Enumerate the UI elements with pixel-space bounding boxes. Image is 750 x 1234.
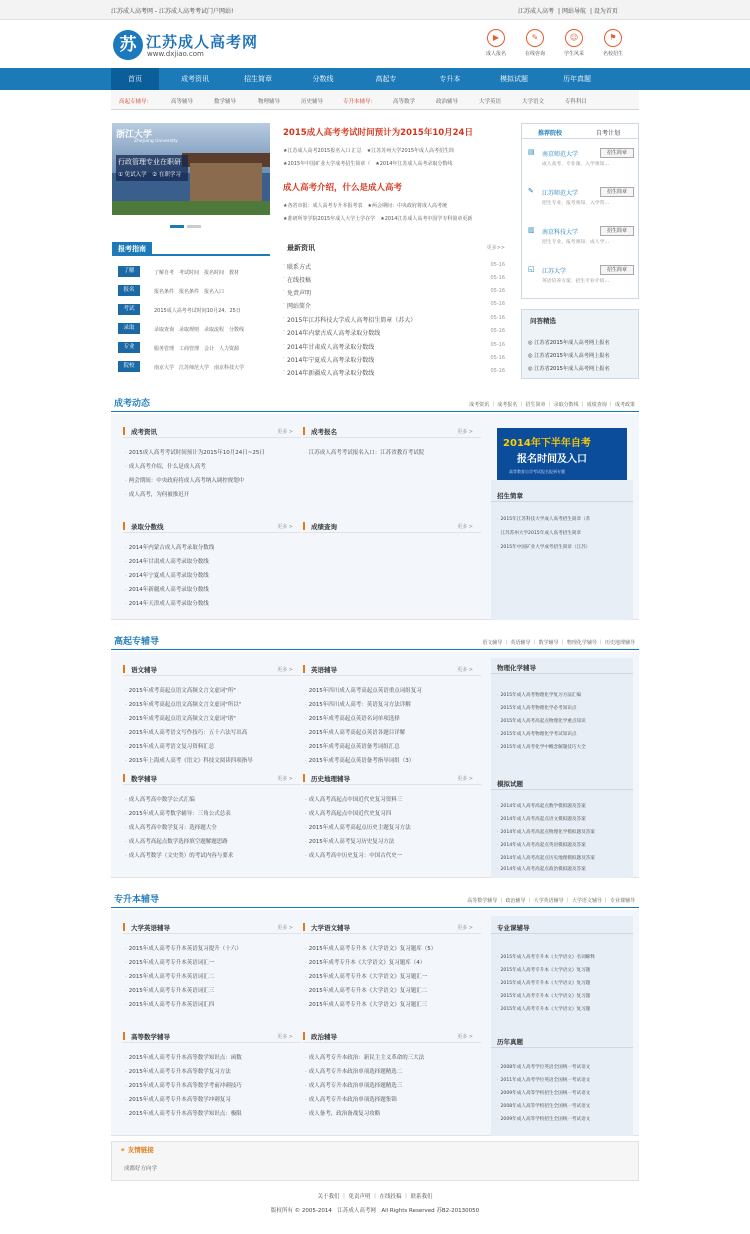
flag-icon: ⚑ xyxy=(604,29,622,47)
section-chengkao-dongtai xyxy=(111,396,639,412)
document-icon: ▤ xyxy=(528,148,535,156)
nav-gaoqizhuan[interactable]: 高起专 xyxy=(375,75,397,83)
school-brochure-button[interactable]: 招生简章 xyxy=(600,187,634,197)
top-bar-welcome: 江苏成人高考网 - 江苏成人高考考试门户网站! xyxy=(111,8,234,15)
banner-line1: 行政管理专业在职研 xyxy=(118,158,181,166)
friend-link[interactable]: 成都好方向学 xyxy=(124,1166,158,1172)
list-item[interactable]: · 2014年甘肃成人高考录取分数线 05-16 xyxy=(283,342,505,351)
list-item[interactable]: · 2015年成人高考物理化学必考知识点 xyxy=(497,706,577,711)
list-item[interactable]: · 成人高考专升本政治单项选择题集锦 xyxy=(305,1097,397,1103)
list-item[interactable]: · 2015年成人高考物理化学考试知识点 xyxy=(497,732,577,737)
section-title: 成考动态 xyxy=(114,399,151,409)
list-item[interactable]: · 2015年上海成人高考《语文》科技文阅读四项指导 xyxy=(125,758,253,764)
list-item[interactable]: · 2015年成人高考专升本高等数学考前冲刺技巧 xyxy=(125,1083,242,1089)
user-icon: ☺ xyxy=(565,29,583,47)
header-icon-schools[interactable]: ⚑ 名校招生 xyxy=(598,29,628,57)
friend-links xyxy=(111,1141,639,1181)
list-item[interactable]: · 2015年成人高考专升本高等数学知识点：极限 xyxy=(125,1111,242,1117)
banner-dot-1[interactable] xyxy=(170,225,184,228)
top-bar xyxy=(0,0,750,20)
section-title: 专升本辅导 xyxy=(114,895,160,905)
list-item[interactable]: · 2014年内蒙古成人高考录取分数线 xyxy=(125,545,215,551)
list-item[interactable]: · 2014年成人高考高起点数学模拟题及答案 xyxy=(497,804,586,809)
list-item[interactable]: · 成人高考专升本政治单项选择题精选二 xyxy=(305,1069,403,1075)
list-item[interactable]: · 2015年四川成人高考：英语复习方法详解 xyxy=(305,702,411,708)
list-item[interactable]: · 2014年天津成人高考录取分数线 xyxy=(125,601,209,607)
list-item[interactable]: · 2014年甘肃成人高考录取分数线 xyxy=(125,559,209,565)
list-item[interactable]: · 2014年内蒙古成人高考录取分数线 05-16 xyxy=(283,328,505,337)
list-item[interactable]: · 网站简介 05-16 xyxy=(283,301,505,310)
list-item[interactable]: · 成人高考高中数学复习：选择题大全 xyxy=(125,825,217,831)
news-title: 最新资讯 xyxy=(287,244,315,252)
tab-recommended[interactable]: 推荐院校 xyxy=(538,130,563,137)
top-link-sitemap[interactable]: 网站导航 xyxy=(561,8,586,15)
list-item[interactable]: · 2015年成人高考语文复习资料汇总 xyxy=(125,744,215,750)
list-item[interactable]: · 成人高考高中数学公式汇编 xyxy=(125,797,195,803)
list-item[interactable]: · 2014年成人高考高起点物理化学模拟题及答案 xyxy=(497,830,595,835)
header-icon-students[interactable]: ☺ 学生风采 xyxy=(559,29,589,57)
banner-line2: ① 免试入学 ② 在职学习 xyxy=(118,172,181,178)
more-link[interactable]: 更多 > xyxy=(277,925,293,931)
recommended-schools: 推荐院校 自考计划 ▤ 南京师范大学 招生简章 成人高考、专业课、入学须知… ✎ 江苏师范大学 招生简章 招生专业、报考须知、入学常… ▥ 南京科技大学 招生简章 招生专业、报考须知、成人学… ◱ 江苏大学 招生简章 英语培养方案、招生专业介绍… xyxy=(521,123,639,299)
guide-row: 了解 了解自考 考试时间 报名时间 教材 xyxy=(118,266,268,278)
list-item[interactable]: · 成人高考专升本政治单项选择题精选三 xyxy=(305,1083,403,1089)
list-item[interactable]: · 2015年成人高考专升本《大学语文》复习题 xyxy=(497,981,591,986)
list-item[interactable]: · 在线投稿 05-16 xyxy=(283,275,505,284)
nav-past-exams[interactable]: 历年真题 xyxy=(563,75,591,83)
tab-plan[interactable]: 自考计划 xyxy=(596,130,621,137)
list-item[interactable]: · 2015年成人高考专升本《大学语文》复习题汇二 xyxy=(305,988,428,994)
list-item[interactable]: · 2014年宁夏成人高考录取分数线 xyxy=(125,573,209,579)
pencil-icon: ✎ xyxy=(526,29,544,47)
list-item[interactable]: · 2015年成考高起点语文高频文言文虚词"诸" xyxy=(125,716,236,722)
headline-2-sub2[interactable]: ★准研所等学院2015年成人大学土学在学 ★2014江苏成人高考中国学专科简章更新 xyxy=(283,216,473,222)
exam-guide xyxy=(112,242,270,378)
list-item[interactable]: · 成人高考高中历史复习：中国古代史一 xyxy=(305,853,403,859)
footer-contact[interactable]: 联系我们 xyxy=(410,1194,433,1200)
list-item[interactable]: · 2015年成人高考专升本《大学语文》复习题 xyxy=(497,968,591,973)
list-item[interactable]: · 2015年成人高考专升本《大学语文》复习题汇三 xyxy=(305,1002,428,1008)
column-major-past: 专业课辅导 · 2015年成人高考专升本《大学语文》名词解释 · 2015年成人高考专升本《大学语文》复习题 · 2015年成人高考专升本《大学语文》复习题 · 2015年成人高考专升本《大学语文》复习题 · 2015年成人高考专升本《大学语文》复习题 历年真题 · 2008年成人高考学位英语全国统一考试语文 · 2011年成人高考学位英语全国统一考试语文 · 2009年成人高等学校招生全国统一考试语文 · 2008年成人高等学校招生全国统一考试语文 · 2009年成人高等学校招生全国统一考试语文 xyxy=(491,916,633,1136)
logo-name: 江苏成人高考网 xyxy=(146,33,259,51)
list-item[interactable]: · 2015年成人高考数学辅导：三角公式总表 xyxy=(125,811,231,817)
list-item[interactable]: · 2014年宁夏成人高考录取分数线 05-16 xyxy=(283,355,505,364)
list-item[interactable]: · 2014年成人高考高起点语文模拟题及答案 xyxy=(497,817,586,822)
list-item[interactable]: · 两会期间：中央政府将成人高考纳入调控规划中 xyxy=(125,478,245,484)
guide-row: 院校 南京大学 江苏师范大学 南京科技大学 xyxy=(118,361,268,373)
list-item[interactable]: · 2009年成人高等学校招生全国统一考试语文 xyxy=(497,1117,591,1122)
list-item[interactable]: · 2015年成人高考专升本英语词汇一 xyxy=(125,960,215,966)
list-item[interactable]: · 2015年成人高考复习历史复习方法 xyxy=(305,839,395,845)
nav-mock-exams[interactable]: 模拟试题 xyxy=(500,75,528,83)
section-links[interactable]: 高等数学辅导 ｜ 政治辅导 ｜ 大学英语辅导 ｜ 大学语文辅导 ｜ 专业课辅导 xyxy=(467,898,635,904)
list-item[interactable]: · 2015年成考高起点语文高频文言文虚词"所" xyxy=(125,688,236,694)
list-item[interactable]: · 2015年成人高考专升本英语复习提升（十六） xyxy=(125,946,242,952)
section-gaoqizhuan xyxy=(111,634,639,650)
link-icon: ⚭ xyxy=(120,1146,128,1154)
list-item[interactable]: · 联系方式 05-16 xyxy=(283,262,505,271)
list-item[interactable]: · 2015年成人高考高起点英语各题目详解 xyxy=(305,730,406,736)
nav-enroll[interactable]: 招生简章 xyxy=(244,75,272,83)
latest-news xyxy=(283,242,505,380)
more-link[interactable]: 更多 > xyxy=(457,776,473,782)
list-item[interactable]: · 江苏苏州大学2015年成人高考招生简章 xyxy=(497,531,582,536)
list-item[interactable]: · 2014年成人高考高起点历史地理模拟题及答案 xyxy=(497,856,595,861)
guide-row: 报名 报名条件 报名条件 报名入口 xyxy=(118,285,268,297)
list-item[interactable]: · 2015年成人高考专升本《大学语文》复习题库（5） xyxy=(305,946,437,952)
section-zhuanshengben xyxy=(111,892,639,908)
list-item[interactable]: · 2015成人高考考试时间预计为2015年10月24日~25日 xyxy=(125,450,265,456)
school-brochure-button[interactable]: 招生简章 xyxy=(600,226,634,236)
nav-home[interactable]: 首页 xyxy=(111,68,159,90)
list-item[interactable]: · 成人高考高起点中国近代史复习资料三 xyxy=(305,797,403,803)
section-box: 成考资讯 更多 > · 2015成人高考考试时间预计为2015年10月24日~25日 · 成人高考介绍，什么是成人高考 · 两会期间：中央政府将成人高考纳入调控规划中 · 成人高考，为何被推迟开 成考报名 更多 > · 江苏成人高考考试报名入口：江苏省教育考试院 录取分数线 更多 > · 2014年内蒙古成人高考录取分数线 · 2014年甘肃成人高考录取分数线 · 2014年宁夏成人高考录取分数线 · 2014年新疆成人高考录取分数线 · 2014年天津成人高考录取分数线 成绩查询 更多 > 招生简章 · 2015年江苏科技大学成人高考招生简章（苏 · 江苏苏州大学2015年成人高考招生简章 · 2015年中国矿业大学成考招生简章（江苏） xyxy=(111,414,639,620)
section-box: 大学英语辅导 更多 > · 2015年成人高考专升本英语复习提升（十六） · 2015年成人高考专升本英语词汇一 · 2015年成人高考专升本英语词汇二 · 2015年成人高考专升本英语词汇三 · 2015年成人高考专升本英语词汇四 大学语文辅导 更多 > · 2015年成人高考专升本《大学语文》复习题库（5） · 2015年成考专升本《大学语文》复习题库（4） · 2015年成人高考专升本《大学语文》复习题汇一 · 2015年成人高考专升本《大学语文》复习题汇二 · 2015年成人高考专升本《大学语文》复习题汇三 高等数学辅导 更多 > · 2015年成人高考专升本高等数学知识点：函数 · 2015年成人高考专升本高等数学复习方法 · 2015年成人高考专升本高等数学考前冲刺技巧 · 2015年成人高考专升本高等数学冲刺复习 · 2015年成人高考专升本高等数学知识点：极限 政治辅导 更多 > · 成人高考专升本政治：新民主主义革命的三大法 · 成人高考专升本政治单项选择题精选二 · 成人高考专升本政治单项选择题精选三 · 成人高考专升本政治单项选择题集锦 · 成人备考，政治备战复习攻略 专业课辅导 · 2015年成人高考专升本《大学语文》名词解释 · 2015年成人高考专升本《大学语文》复习题 · 2015年成人高考专升本《大学语文》复习题 · 2015年成人高考专升本《大学语文》复习题 · 2015年成人高考专升本《大学语文》复习题 历年真题 · 2008年成人高考学位英语全国统一考试语文 · 2011年成人高考学位英语全国统一考试语文 · 2009年成人高等学校招生全国统一考试语文 · 2008年成人高等学校招生全国统一考试语文 · 2009年成人高等学校招生全国统一考试语文 xyxy=(111,910,639,1136)
headline-1-sub1[interactable]: ★江苏成人高考2015报名入口 汇总 ★江苏苏州大学2015年成人高考招生简 xyxy=(283,148,455,154)
section-box: 语文辅导 更多 > · 2015年成考高起点语文高频文言文虚词"所" · 2015年成考高起点语文高频文言文虚词"所以" · 2015年成考高起点语文高频文言文虚词"诸" · 2015年成人高考语文写作技巧：五十六法写出高 · 2015年成人高考语文复习资料汇总 · 2015年上海成人高考《语文》科技文阅读四项指导 英语辅导 更多 > · 2015年四川成人高考高起点英语重点词组复习 · 2015年四川成人高考：英语复习方法详解 · 2015年成考高起点英语名词单项选择 · 2015年成人高考高起点英语各题目详解 · 2015年成考高起点英语备考词组汇总 · 2015年成考高起点英语备考指导词组（3） 数学辅导 更多 > · 成人高考高中数学公式汇编 · 2015年成人高考数学辅导：三角公式总表 · 成人高考高中数学复习：选择题大全 · 成人高考高起点数学选择填空题解题思路 · 成人高考数学（文史类）的考试内容与要求 历史地理辅导 更多 > · 成人高考高起点中国近代史复习资料三 · 成人高考高起点中国近代史复习四 · 2015年成人高考高起点历史主题复习方法 · 2015年成人高考复习历史复习方法 · 成人高考高中历史复习：中国古代史一 物理化学辅导 · 2015年成人高考物理化学复习方法汇编 · 2015年成人高考物理化学必考知识点 · 2015年成人高考高起点物理化学重点知识 · 2015年成人高考物理化学考试知识点 · 2015年成人高考化学中概念解题技巧大全 模拟试题 · 2014年成人高考高起点数学模拟题及答案 · 2014年成人高考高起点语文模拟题及答案 · 2014年成人高考高起点物理化学模拟题及答案 · 2014年成人高考高起点英语模拟题及答案 · 2014年成人高考高起点历史地理模拟题及答案 · 2014年成人高考高起点政治模拟题及答案 xyxy=(111,652,639,878)
more-link[interactable]: 更多 > xyxy=(457,667,473,673)
nav-scores[interactable]: 分数线 xyxy=(312,75,334,83)
guide-title: 报考指南 xyxy=(112,242,152,256)
qa-box xyxy=(521,309,639,379)
list-item[interactable]: · 2015年成人高考专升本英语词汇三 xyxy=(125,988,215,994)
footer-about[interactable]: 关于我们 xyxy=(317,1194,340,1200)
list-item[interactable]: · 2014年新疆成人高考录取分数线 05-16 xyxy=(283,368,505,377)
list-item[interactable]: · 免责声明 05-16 xyxy=(283,288,505,297)
self-exam-ad-banner[interactable]: 2014年下半年自考 报名时间及入口 高等教育自学考试报名报到专题 xyxy=(497,428,627,480)
list-item[interactable]: · 2015年成人高考专升本英语词汇四 xyxy=(125,1002,215,1008)
list-item[interactable]: · 2015年成人高考专升本高等数学冲刺复习 xyxy=(125,1097,231,1103)
list-item[interactable]: · 2015年成人高考高起点历史主题复习方法 xyxy=(305,825,411,831)
school-brochure-button[interactable]: 招生简章 xyxy=(600,148,634,158)
list-item[interactable]: · 2015年江苏科技大学成人高考招生简章（苏 xyxy=(497,517,591,522)
video-icon: ▶ xyxy=(487,29,505,47)
list-item[interactable]: · 2015年成人高考专升本高等数学知识点：函数 xyxy=(125,1055,242,1061)
header-icon-consult[interactable]: ✎ 在线咨询 xyxy=(520,29,550,57)
list-item[interactable]: · 成人高考高起点中国近代史复习四 xyxy=(305,811,392,817)
banner-dots xyxy=(170,223,204,230)
guide-row: 专业 服务管理 工商管理 会计 人力资源 xyxy=(118,342,268,354)
banner-image[interactable] xyxy=(112,123,270,215)
list-item[interactable]: · 2009年成人高等学校招生全国统一考试语文 xyxy=(497,1091,591,1096)
edit-icon: ✎ xyxy=(528,187,534,195)
column-physics-mock: 物理化学辅导 · 2015年成人高考物理化学复习方法汇编 · 2015年成人高考物理化学必考知识点 · 2015年成人高考高起点物理化学重点知识 · 2015年成人高考物理化学考试知识点 · 2015年成人高考化学中概念解题技巧大全 模拟试题 · 2014年成人高考高起点数学模拟题及答案 · 2014年成人高考高起点语文模拟题及答案 · 2014年成人高考高起点物理化学模拟题及答案 · 2014年成人高考高起点英语模拟题及答案 · 2014年成人高考高起点历史地理模拟题及答案 · 2014年成人高考高起点政治模拟题及答案 xyxy=(491,658,633,878)
footer-submit[interactable]: 在线投稿 xyxy=(379,1194,402,1200)
headline-2-sub1[interactable]: ★各省市报：成人高考专升本报考表 ★两会期间：中央政府将成人高考统 xyxy=(283,203,447,209)
chat-icon: ◱ xyxy=(528,265,535,273)
list-item[interactable]: · 2015年成人高考化学中概念解题技巧大全 xyxy=(497,745,586,750)
nav-news[interactable]: 成考资讯 xyxy=(181,75,209,83)
list-item[interactable]: · 2015年四川成人高考高起点英语重点词组复习 xyxy=(305,688,422,694)
list-item[interactable]: · 成人高考介绍，什么是成人高考 xyxy=(125,464,206,470)
list-item[interactable]: · 2015年成考高起点语文高频文言文虚词"所以" xyxy=(125,702,242,708)
list-item[interactable]: · 2015年成人高考专升本《大学语文》名词解释 xyxy=(497,955,595,960)
more-link[interactable]: 更多 > xyxy=(277,524,293,530)
list-item[interactable]: · 2015年成人高考专升本《大学语文》复习题 xyxy=(497,1007,591,1012)
list-item[interactable]: · 2015年成人高考物理化学复习方法汇编 xyxy=(497,693,582,698)
column-brochures: 招生简章 · 2015年江苏科技大学成人高考招生简章（苏 · 江苏苏州大学2015年成人高考招生简章 · 2015年中国矿业大学成考招生简章（江苏） xyxy=(491,480,633,620)
more-link[interactable]: 更多 > xyxy=(277,776,293,782)
more-link[interactable]: 更多 > xyxy=(457,925,473,931)
section-title: 高起专辅导 xyxy=(114,637,160,647)
qa-item[interactable]: ◎ 江苏省2015年成人高考网上报名 xyxy=(528,366,610,372)
top-link-homepage[interactable]: 设为首页 xyxy=(593,8,618,15)
list-item[interactable]: · 成人备考，政治备战复习攻略 xyxy=(305,1111,381,1117)
list-item[interactable]: · 2014年新疆成人高考录取分数线 xyxy=(125,587,209,593)
logo-url: www.dxjiao.com xyxy=(147,50,204,58)
headline-2[interactable]: 成人高考介绍，什么是成人高考 xyxy=(283,183,403,193)
more-link[interactable]: 更多 > xyxy=(457,524,473,530)
list-item[interactable]: · 2011年成人高考学位英语全国统一考试语文 xyxy=(497,1078,591,1083)
footer-copyright: 版权所有 © 2005-2014 江苏成人高考网 All Rights Reserved 苏B2-20130050 xyxy=(270,1208,480,1214)
top-bar-links: 江苏成人高考 | 网站导航 | 设为首页 xyxy=(518,8,618,15)
list-item[interactable]: · 2015年成考高起点英语名词单项选择 xyxy=(305,716,400,722)
section-links[interactable]: 语文辅导 ｜ 英语辅导 ｜ 数学辅导 ｜ 物理化学辅导 ｜ 历史地理辅导 xyxy=(482,640,635,646)
header-icon-signup[interactable]: ▶ 成人报名 xyxy=(481,29,511,57)
list-item[interactable]: · 成人高考高起点数学选择填空题解题思路 xyxy=(125,839,228,845)
qa-item[interactable]: ◎ 江苏省2015年成人高考网上报名 xyxy=(528,340,610,346)
banner-subtitle: Zhejiang University xyxy=(134,139,178,144)
headline-1-sub2[interactable]: ★2015年中国矿业大学成考招生简章（ ★2014年江苏成人高考录取分数线 xyxy=(283,161,453,167)
more-link[interactable]: 更多 > xyxy=(457,1034,473,1040)
section-links[interactable]: 成考资讯 ｜ 成考报名 ｜ 招生简章 ｜ 录取分数线 ｜ 成绩查询 ｜ 成考政策 xyxy=(469,402,635,408)
list-item[interactable]: · 2014年成人高考高起点政治模拟题及答案 xyxy=(497,867,586,872)
more-link[interactable]: 更多 > xyxy=(277,429,293,435)
logo-mark: 苏 xyxy=(113,30,143,60)
list-item[interactable]: · 2015年成人高考高起点物理化学重点知识 xyxy=(497,719,586,724)
list-item[interactable]: · 2015年成考高起点英语备考词组汇总 xyxy=(305,744,400,750)
list-item[interactable]: · 2015年成考高起点英语备考指导词组（3） xyxy=(305,758,415,764)
top-link-jiangsu[interactable]: 江苏成人高考 xyxy=(518,8,555,15)
list-item[interactable]: · 成人高考数学（文史类）的考试内容与要求 xyxy=(125,853,234,859)
headline-1[interactable]: 2015成人高考考试时间预计为2015年10月24日 xyxy=(283,128,473,138)
footer-disclaimer[interactable]: 免责声明 xyxy=(348,1194,371,1200)
banner-title: 浙江大学 xyxy=(116,130,153,140)
book-icon: ▥ xyxy=(528,226,535,234)
list-item[interactable]: · 2015年成人高考专升本英语词汇二 xyxy=(125,974,215,980)
list-item[interactable]: · 江苏成人高考考试报名入口：江苏省教育考试院 xyxy=(305,450,425,456)
friend-links-title: ⚭ 友情链接 xyxy=(120,1146,154,1154)
list-item[interactable]: · 2014年成人高考高起点英语模拟题及答案 xyxy=(497,843,586,848)
list-item[interactable]: · 2015年成人高考语文写作技巧：五十六法写出高 xyxy=(125,730,248,736)
list-item[interactable]: · 2015年成人高考专升本《大学语文》复习题汇一 xyxy=(305,974,428,980)
list-item[interactable]: · 2008年成人高等学校招生全国统一考试语文 xyxy=(497,1104,591,1109)
main-nav xyxy=(0,68,750,90)
more-link[interactable]: 更多 > xyxy=(457,429,473,435)
list-item[interactable]: · 2015年江苏科技大学成人高考招生简章（苏大） 05-16 xyxy=(283,315,505,324)
list-item[interactable]: · 2015年中国矿业大学成考招生简章（江苏） xyxy=(497,545,591,550)
more-link[interactable]: 更多 > xyxy=(277,667,293,673)
news-more-link[interactable]: 更多>> xyxy=(486,245,505,251)
more-link[interactable]: 更多 > xyxy=(277,1034,293,1040)
list-item[interactable]: · 2008年成人高考学位英语全国统一考试语文 xyxy=(497,1065,591,1070)
list-item[interactable]: · 成人高考专升本政治：新民主主义革命的三大法 xyxy=(305,1055,425,1061)
qa-title: 问答精选 xyxy=(530,317,556,325)
guide-row: 考试 2015成人高考考试时间10月24、25日 xyxy=(118,304,268,316)
nav-zhuanshengben[interactable]: 专升本 xyxy=(439,75,461,83)
list-item[interactable]: · 2015年成人高考专升本《大学语文》复习题 xyxy=(497,994,591,999)
banner-dot-2[interactable] xyxy=(187,225,201,228)
qa-item[interactable]: ◎ 江苏省2015年成人高考网上报名 xyxy=(528,353,610,359)
list-item[interactable]: · 2015年成人高考专升本高等数学复习方法 xyxy=(125,1069,231,1075)
list-item[interactable]: · 成人高考，为何被推迟开 xyxy=(125,492,190,498)
school-brochure-button[interactable]: 招生简章 xyxy=(600,265,634,275)
guide-row: 录取 录取查询 录取规则 录取流程 分数线 xyxy=(118,323,268,335)
footer-links: 关于我们 ｜ 免责声明 ｜ 在线投稿 ｜ 联系我们 xyxy=(317,1194,433,1200)
sub-nav: 高起专辅导： 高等辅导 数学辅导 物理辅导 历史辅导 专升本辅导： 高等数学 政治辅导 大学英语 大学语文 专科科目 xyxy=(111,90,639,110)
list-item[interactable]: · 2015年成考专升本《大学语文》复习题库（4） xyxy=(305,960,426,966)
